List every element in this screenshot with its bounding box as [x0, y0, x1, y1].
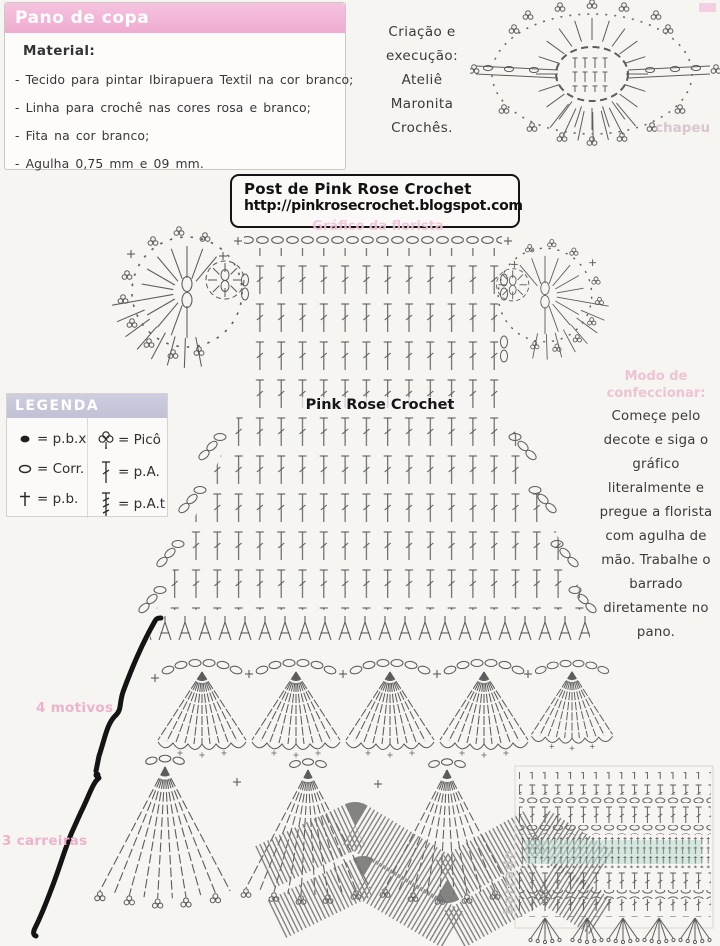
instructions-title: confeccionar: — [606, 386, 706, 401]
chain-oval-icon — [15, 462, 35, 476]
carreiras-label: 3 carreiras — [2, 833, 88, 849]
barrado-chain-row — [519, 794, 711, 803]
material-item: - Agulha 0,75 mm e 09 mm. — [15, 156, 204, 171]
material-item: - Linha para crochê nas cores rosa e branco; — [15, 100, 311, 115]
chapeu-label: chapeu — [655, 120, 711, 136]
blog-title: Post de Pink Rose Crochet — [244, 180, 472, 198]
legend-column-right — [87, 418, 167, 518]
barrado-chain-row — [519, 825, 711, 834]
cross-stitch-icon — [15, 491, 35, 507]
materials-panel — [4, 2, 354, 171]
legend-entry — [15, 484, 87, 514]
legend-title-bar — [7, 394, 167, 418]
sleeve-motif-left — [112, 227, 244, 368]
instructions-body: Começe pelo decote e siga o gráfico literalmente e pregue a florista com agulha de mão. Trabalhe o barrado diretamente no pano. — [599, 409, 713, 640]
legend-entry — [96, 488, 167, 520]
instructions-panel — [595, 368, 717, 645]
barrado-stitch-row — [519, 899, 711, 917]
legend-entry-label: = p.b.x — [37, 431, 87, 447]
barrado-stitch-row — [519, 772, 711, 794]
material-item: - Tecido para pintar Ibirapuera Textil na cor branco; — [15, 72, 354, 87]
bodice-grid — [244, 248, 502, 400]
legend-column-left — [7, 418, 87, 518]
neckline-chain-row — [244, 235, 502, 247]
legend-panel — [6, 393, 168, 517]
material-item: - Fita na cor branco; — [15, 128, 150, 143]
legend-entry — [15, 454, 87, 484]
page-title: Pano de copa — [15, 8, 150, 28]
blog-url: http://pinkrosecrochet.blogspot.com — [244, 198, 523, 214]
section-brackets — [34, 618, 161, 936]
barrado-diagram — [513, 760, 717, 946]
barrado-stitch-row — [519, 803, 711, 825]
tall-stitch-icon — [96, 459, 116, 485]
vstitch-row — [150, 614, 590, 642]
materials-title-bar — [5, 3, 345, 33]
sleeve-motif-right — [497, 239, 609, 359]
barrado-dense-band — [519, 834, 711, 868]
grafico-florista-label: Gráfico da florista — [312, 219, 444, 234]
legend-entry-label: = p.A. — [118, 464, 160, 480]
pico-flower-icon — [96, 430, 116, 450]
legend-entry — [96, 424, 167, 456]
legend-entry — [15, 424, 87, 454]
legend-entry-label: = Corr. — [37, 461, 85, 477]
fan-row — [151, 660, 612, 758]
instructions-title: Modo de — [624, 369, 688, 384]
filled-dot-icon — [15, 432, 35, 446]
watermark-text: Pink Rose Crochet — [292, 397, 468, 413]
skirt-grid — [156, 400, 588, 610]
barrado-fan-row — [529, 918, 711, 944]
barrado-stitch-row — [519, 868, 711, 890]
legend-entry-label: = p.A.t — [118, 496, 166, 512]
legend-entry-label: = p.b. — [37, 491, 79, 507]
legend-title: LEGENDA — [15, 398, 100, 414]
legend-entry — [96, 456, 167, 488]
tall-stitch-double-icon — [96, 490, 116, 518]
barrado-chain-row — [519, 890, 711, 899]
chapeu-diagram — [470, 0, 720, 160]
motivos-label: 4 motivos — [36, 700, 114, 716]
barrado-label: barrado — [502, 849, 517, 915]
credits-note: Criação e execução: Ateliê Maronita Crochês. — [385, 24, 459, 136]
legend-entry-label: = Picô — [118, 432, 161, 448]
materials-heading: Material: — [23, 43, 96, 59]
